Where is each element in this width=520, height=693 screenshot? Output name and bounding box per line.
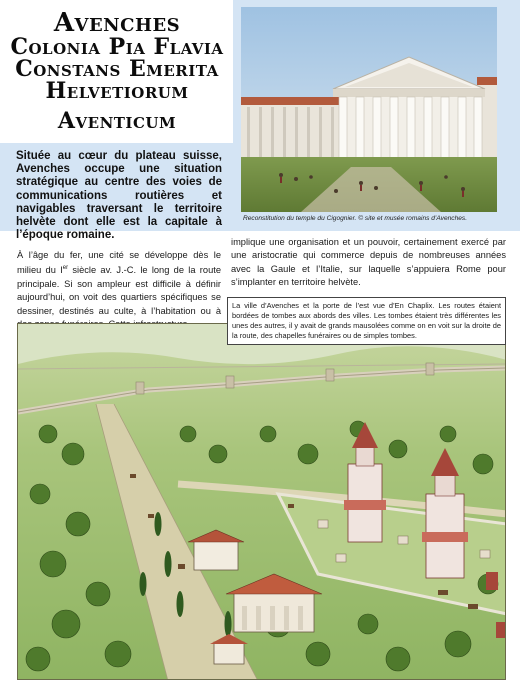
avenches-city-illustration bbox=[17, 323, 506, 680]
title-colonia: Colonia Pia Flavia bbox=[10, 34, 224, 60]
body-left-column bbox=[17, 249, 221, 332]
body-left-text-b: siècle av. J.-C. le long de la route principale. Si son ampleur est difficile à définir aujourd’hui, on voit des quartiers spécifiques se dessiner, destinés au culte, à l’habitation ou à bbox=[17, 265, 221, 316]
photo-caption: Reconstitution du temple du Cigognier. © site et musée romains d’Avenches. bbox=[243, 215, 468, 222]
illustration-caption: La ville d’Avenches et la porte de l’est vue d’En Chaplix. Les routes étaient bordées de tombes aux abords des villes. Les tombes étaient très différentes les unes des autres, il y avait de grands mausolées comme on en voit sur la droite de la route, des chapelles funéraires ou de simples tombes. bbox=[227, 297, 506, 345]
temple-reconstruction-image bbox=[241, 7, 497, 212]
title-helvetiorum: Helvetiorum bbox=[45, 78, 189, 104]
title-aventicum: Aventicum bbox=[57, 108, 177, 134]
intro-paragraph: Située au cœur du plateau suisse, Avenches occupe une situation stratégique au centre des voies de communications routières et navigables traversant le territoire helvète dont elle est la capitale à l’époque romaine. bbox=[16, 150, 222, 242]
title-constans: Constans Emerita bbox=[15, 56, 219, 82]
body-left-text-a: À l’âge du fer, une cité se développe dès le milieu du I bbox=[17, 250, 221, 276]
body-left-superscript: er bbox=[62, 265, 69, 272]
page-title bbox=[6, 10, 228, 132]
title-avenches: Avenches bbox=[53, 8, 181, 38]
body-right-column: implique une organisation et un pouvoir, certainement exercé par une aristocratie qui commerce depuis de nombreuses années avec la Gaule et l’Italie, sur laquelle s’appuiera Rome pour s’implanter en territoire helvète. bbox=[231, 237, 506, 288]
